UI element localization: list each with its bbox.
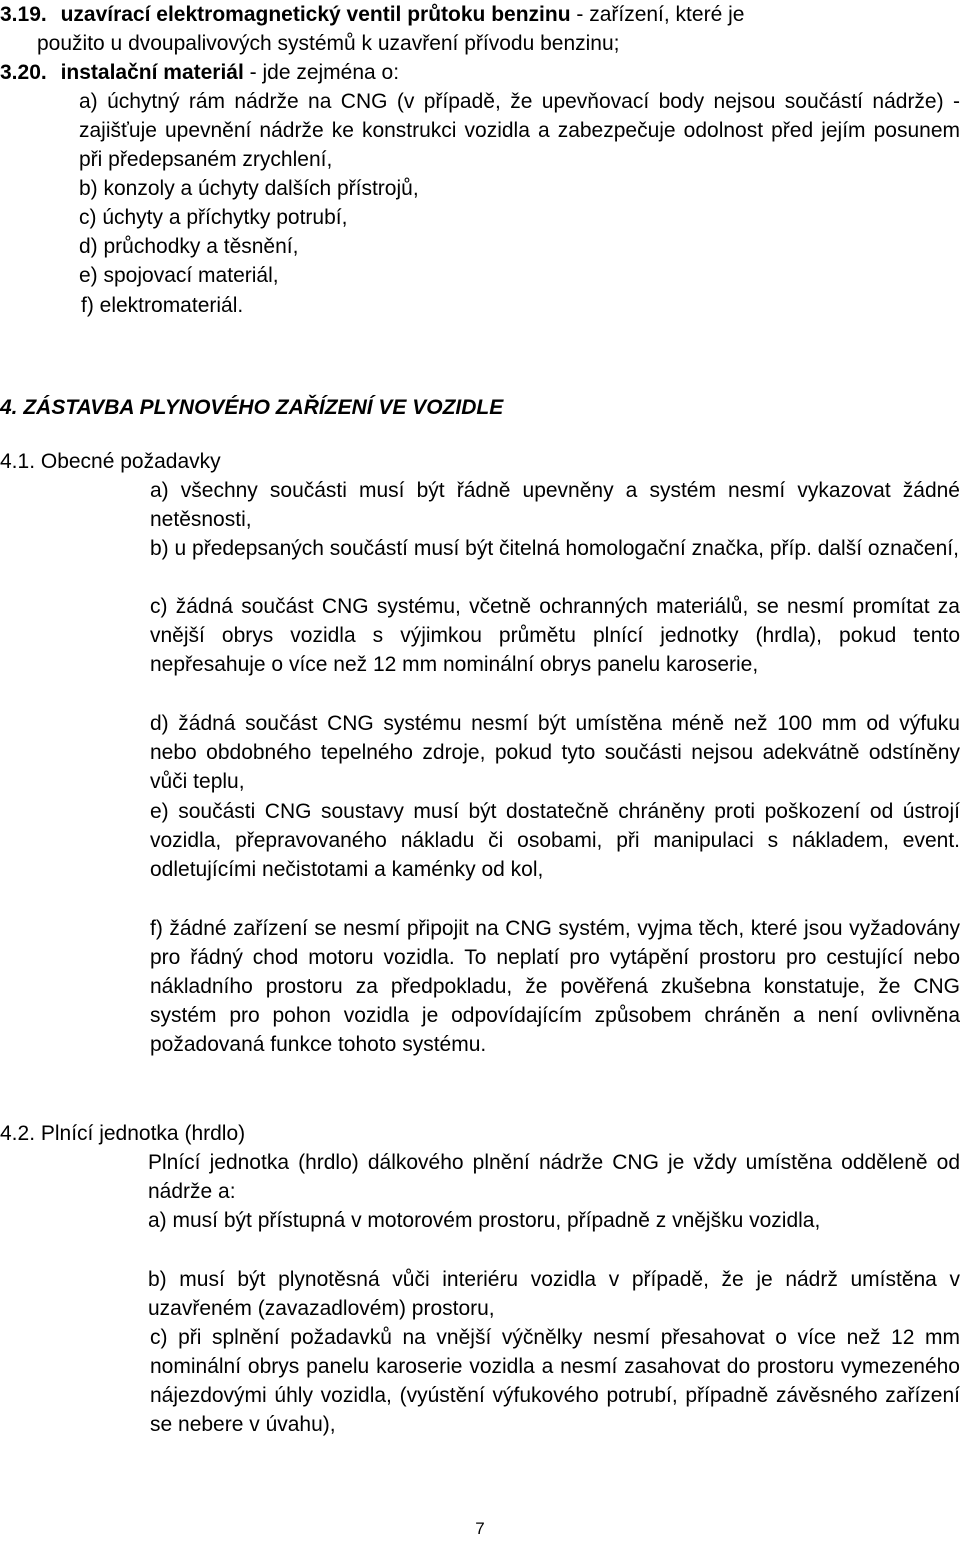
item-text: - zařízení, které je <box>570 3 745 26</box>
subsection-title: 4.2. Plnící jednotka (hrdlo) <box>0 1122 246 1145</box>
subsection-intro: Plnící jednotka (hrdlo) dálkového plnění nádrže CNG je vždy umístěna odděleně od nádrže a: <box>148 1151 960 1203</box>
item-number: 3.20. <box>0 61 47 84</box>
item-text-continuation: použito u dvoupalivových systémů k uzavření přívodu benzinu; <box>37 32 620 55</box>
item-text: - jde zejména o: <box>243 61 400 84</box>
requirement-e: e) součásti CNG soustavy musí být dostatečně chráněny proti poškození od ústrojí vozidla, přepravovaného nákladu či osobami, při manipulaci s nákladem, event. odletujícími nečistotami a kaménky od kol, <box>150 800 960 881</box>
item-number: 3.19. <box>0 3 47 26</box>
list-item-f: f) elektromateriál. <box>81 294 244 317</box>
requirement-c: c) při splnění požadavků na vnější výčnělky nesmí přesahovat o více než 12 mm nominální obrys panelu karoserie vozidla a nesmí zasahovat do prostoru vymezeného nájezdovými úhly vozidla, (vyústění výfukového potrubí, případně závěsného zařízení se nebere v úvahu), <box>150 1326 960 1436</box>
requirement-f: f) žádné zařízení se nesmí připojit na CNG systém, vyjma těch, které jsou vyžadovány pro řádný chod motoru vozidla. To neplatí pro vytápění prostoru pro cestující nebo nákladního prostoru za předpokladu, že pověřená zkušebna konstatuje, že CNG systém pro pohon vozidla je odpovídajícím způsobem chráněn a není ovlivněna požadovaná funkce tohoto systému. <box>150 917 960 1056</box>
item-3-20 <box>0 58 960 87</box>
requirement-b: b) musí být plynotěsná vůči interiéru vozidla v případě, že je nádrž umístěna v uzavřeném (zavazadlovém) prostoru, <box>148 1268 960 1320</box>
requirement-a: a) všechny součásti musí být řádně upevněny a systém nesmí vykazovat žádné netěsnosti, <box>150 479 960 531</box>
item-3-19-line <box>0 0 960 29</box>
subsection-title: 4.1. Obecné požadavky <box>0 450 221 473</box>
item-title: instalační materiál <box>60 61 244 84</box>
requirement-b: b) u předepsaných součástí musí být čitelná homologační značka, příp. další označení, <box>150 537 959 560</box>
requirement-c: c) žádná součást CNG systému, včetně ochranných materiálů, se nesmí promítat za vnější obrys vozidla s výjimkou průmětu plnící jednotky (hrdla), pokud tento nepřesahuje o více než 12 mm nominální obrys panelu karoserie, <box>150 595 960 676</box>
list-item-d: d) průchodky a těsnění, <box>79 235 299 258</box>
requirement-a: a) musí být přístupná v motorovém prostoru, případně z vnějšku vozidla, <box>148 1209 821 1232</box>
list-item-e: e) spojovací materiál, <box>79 264 279 287</box>
list-item-a: a) úchytný rám nádrže na CNG (v případě, že upevňovací body nejsou součástí nádrže) - zajišťuje upevnění nádrže ke konstrukci vozidla a zabezpečuje odolnost před jejím posunem při předepsaném zrychlení, <box>79 90 960 171</box>
list-item-b: b) konzoly a úchyty dalších přístrojů, <box>79 177 419 200</box>
page-number: 7 <box>475 1519 485 1538</box>
item-3-20-line <box>0 58 960 87</box>
item-3-19 <box>0 0 960 58</box>
item-title: uzavírací elektromagnetický ventil průtoku benzinu <box>60 3 571 26</box>
section-heading: 4. ZÁSTAVBA PLYNOVÉHO ZAŘÍZENÍ VE VOZIDLE <box>0 396 504 419</box>
requirement-d: d) žádná součást CNG systému nesmí být umístěna méně než 100 mm od výfuku nebo obdobného tepelného zdroje, pokud tyto součásti nejsou adekvátně odstíněny vůči teplu, <box>150 712 960 793</box>
list-item-c: c) úchyty a příchytky potrubí, <box>79 206 348 229</box>
